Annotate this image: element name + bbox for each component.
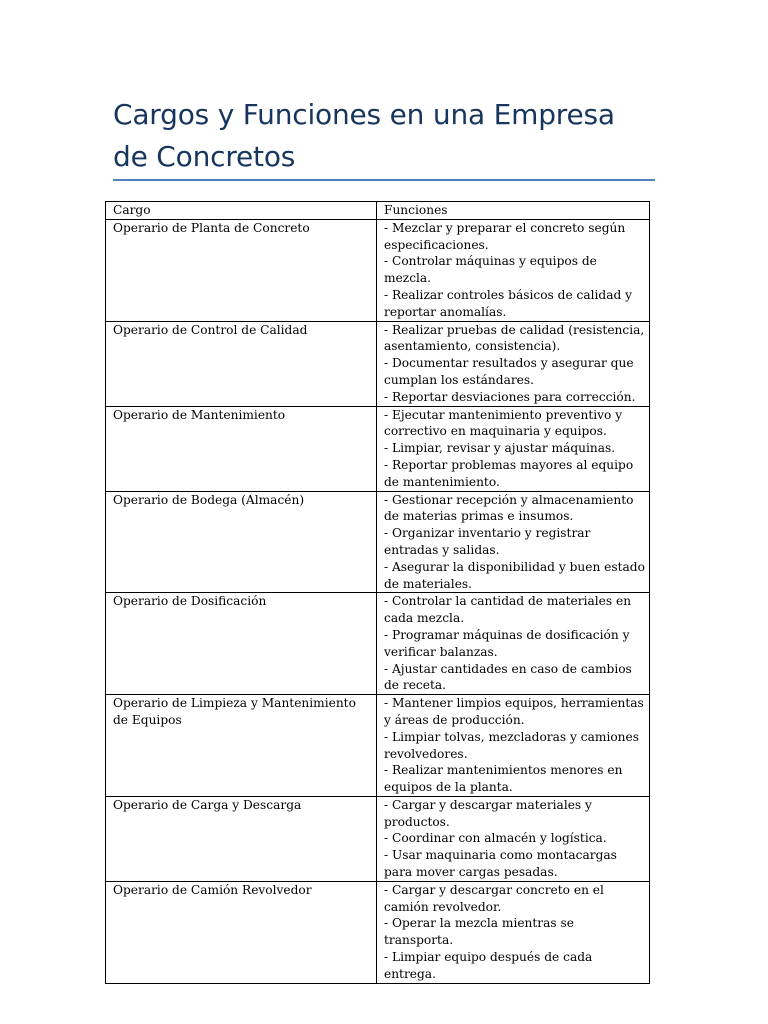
- role-cell: Operario de Carga y Descarga: [106, 796, 377, 881]
- functions-cell: [377, 321, 650, 406]
- function-item: - Reportar problemas mayores al equipo de mantenimiento.: [384, 457, 634, 489]
- function-item: - Operar la mezcla mientras se transporta.: [384, 916, 574, 948]
- table-row: [106, 406, 650, 491]
- table-row: [106, 593, 650, 695]
- functions-cell: [377, 695, 650, 797]
- function-item: - Reportar desviaciones para corrección.: [384, 389, 636, 404]
- function-item: - Documentar resultados y asegurar que cumplan los estándares.: [384, 356, 634, 387]
- function-item: - Limpiar, revisar y ajustar máquinas.: [384, 441, 616, 456]
- function-item: - Controlar máquinas y equipos de mezcla.: [384, 254, 597, 286]
- function-item: - Realizar controles básicos de calidad y reportar anomalías.: [384, 287, 633, 319]
- functions-cell: [377, 219, 650, 321]
- function-item: - Ajustar cantidades en caso de cambios de receta.: [384, 661, 632, 693]
- table-row: [106, 796, 650, 881]
- function-item: - Limpiar tolvas, mezcladoras y camiones revolvedores.: [384, 729, 639, 761]
- role-cell: Operario de Mantenimiento: [106, 406, 377, 491]
- title-underline: [113, 179, 655, 181]
- header-role: Cargo: [106, 202, 377, 220]
- roles-table: [105, 201, 650, 984]
- document-title: Cargos y Funciones en una Empresa de Concretos: [113, 98, 615, 173]
- function-item: - Cargar y descargar concreto en el camión revolvedor.: [384, 882, 604, 914]
- role-cell: Operario de Planta de Concreto: [106, 219, 377, 321]
- function-item: - Ejecutar mantenimiento preventivo y correctivo en maquinaria y equipos.: [384, 407, 623, 439]
- table-row: [106, 491, 650, 593]
- function-item: - Gestionar recepción y almacenamiento de materias primas e insumos.: [384, 492, 634, 524]
- function-item: - Coordinar con almacén y logística.: [384, 831, 607, 846]
- role-cell: Operario de Dosificación: [106, 593, 377, 695]
- role-cell: Operario de Camión Revolvedor: [106, 881, 377, 983]
- functions-cell: [377, 796, 650, 881]
- role-cell: Operario de Bodega (Almacén): [106, 491, 377, 593]
- function-item: - Limpiar equipo después de cada entrega.: [384, 950, 593, 981]
- function-item: - Mezclar y preparar el concreto según especificaciones.: [384, 220, 626, 252]
- role-cell: Operario de Control de Calidad: [106, 321, 377, 406]
- table-header-row: [106, 202, 650, 220]
- functions-cell: [377, 593, 650, 695]
- header-functions: Funciones: [377, 202, 650, 220]
- function-item: - Asegurar la disponibilidad y buen estado de materiales.: [384, 559, 645, 591]
- function-item: - Realizar mantenimientos menores en equipos de la planta.: [384, 763, 623, 795]
- function-item: - Usar maquinaria como montacargas para mover cargas pesadas.: [384, 848, 617, 880]
- function-item: - Programar máquinas de dosificación y verificar balanzas.: [384, 627, 630, 659]
- function-item: - Cargar y descargar materiales y productos.: [384, 797, 592, 829]
- functions-cell: [377, 491, 650, 593]
- table-row: [106, 695, 650, 797]
- table-row: [106, 881, 650, 983]
- table-body: [106, 219, 650, 983]
- functions-cell: [377, 881, 650, 983]
- table-row: [106, 219, 650, 321]
- functions-cell: [377, 406, 650, 491]
- function-item: - Realizar pruebas de calidad (resistencia, asentamiento, consistencia).: [384, 322, 645, 354]
- function-item: - Organizar inventario y registrar entradas y salidas.: [384, 526, 591, 557]
- function-item: - Controlar la cantidad de materiales en cada mezcla.: [384, 594, 632, 626]
- table-row: [106, 321, 650, 406]
- function-item: - Mantener limpios equipos, herramientas y áreas de producción.: [384, 696, 644, 727]
- role-cell: Operario de Limpieza y Mantenimiento de Equipos: [106, 695, 377, 797]
